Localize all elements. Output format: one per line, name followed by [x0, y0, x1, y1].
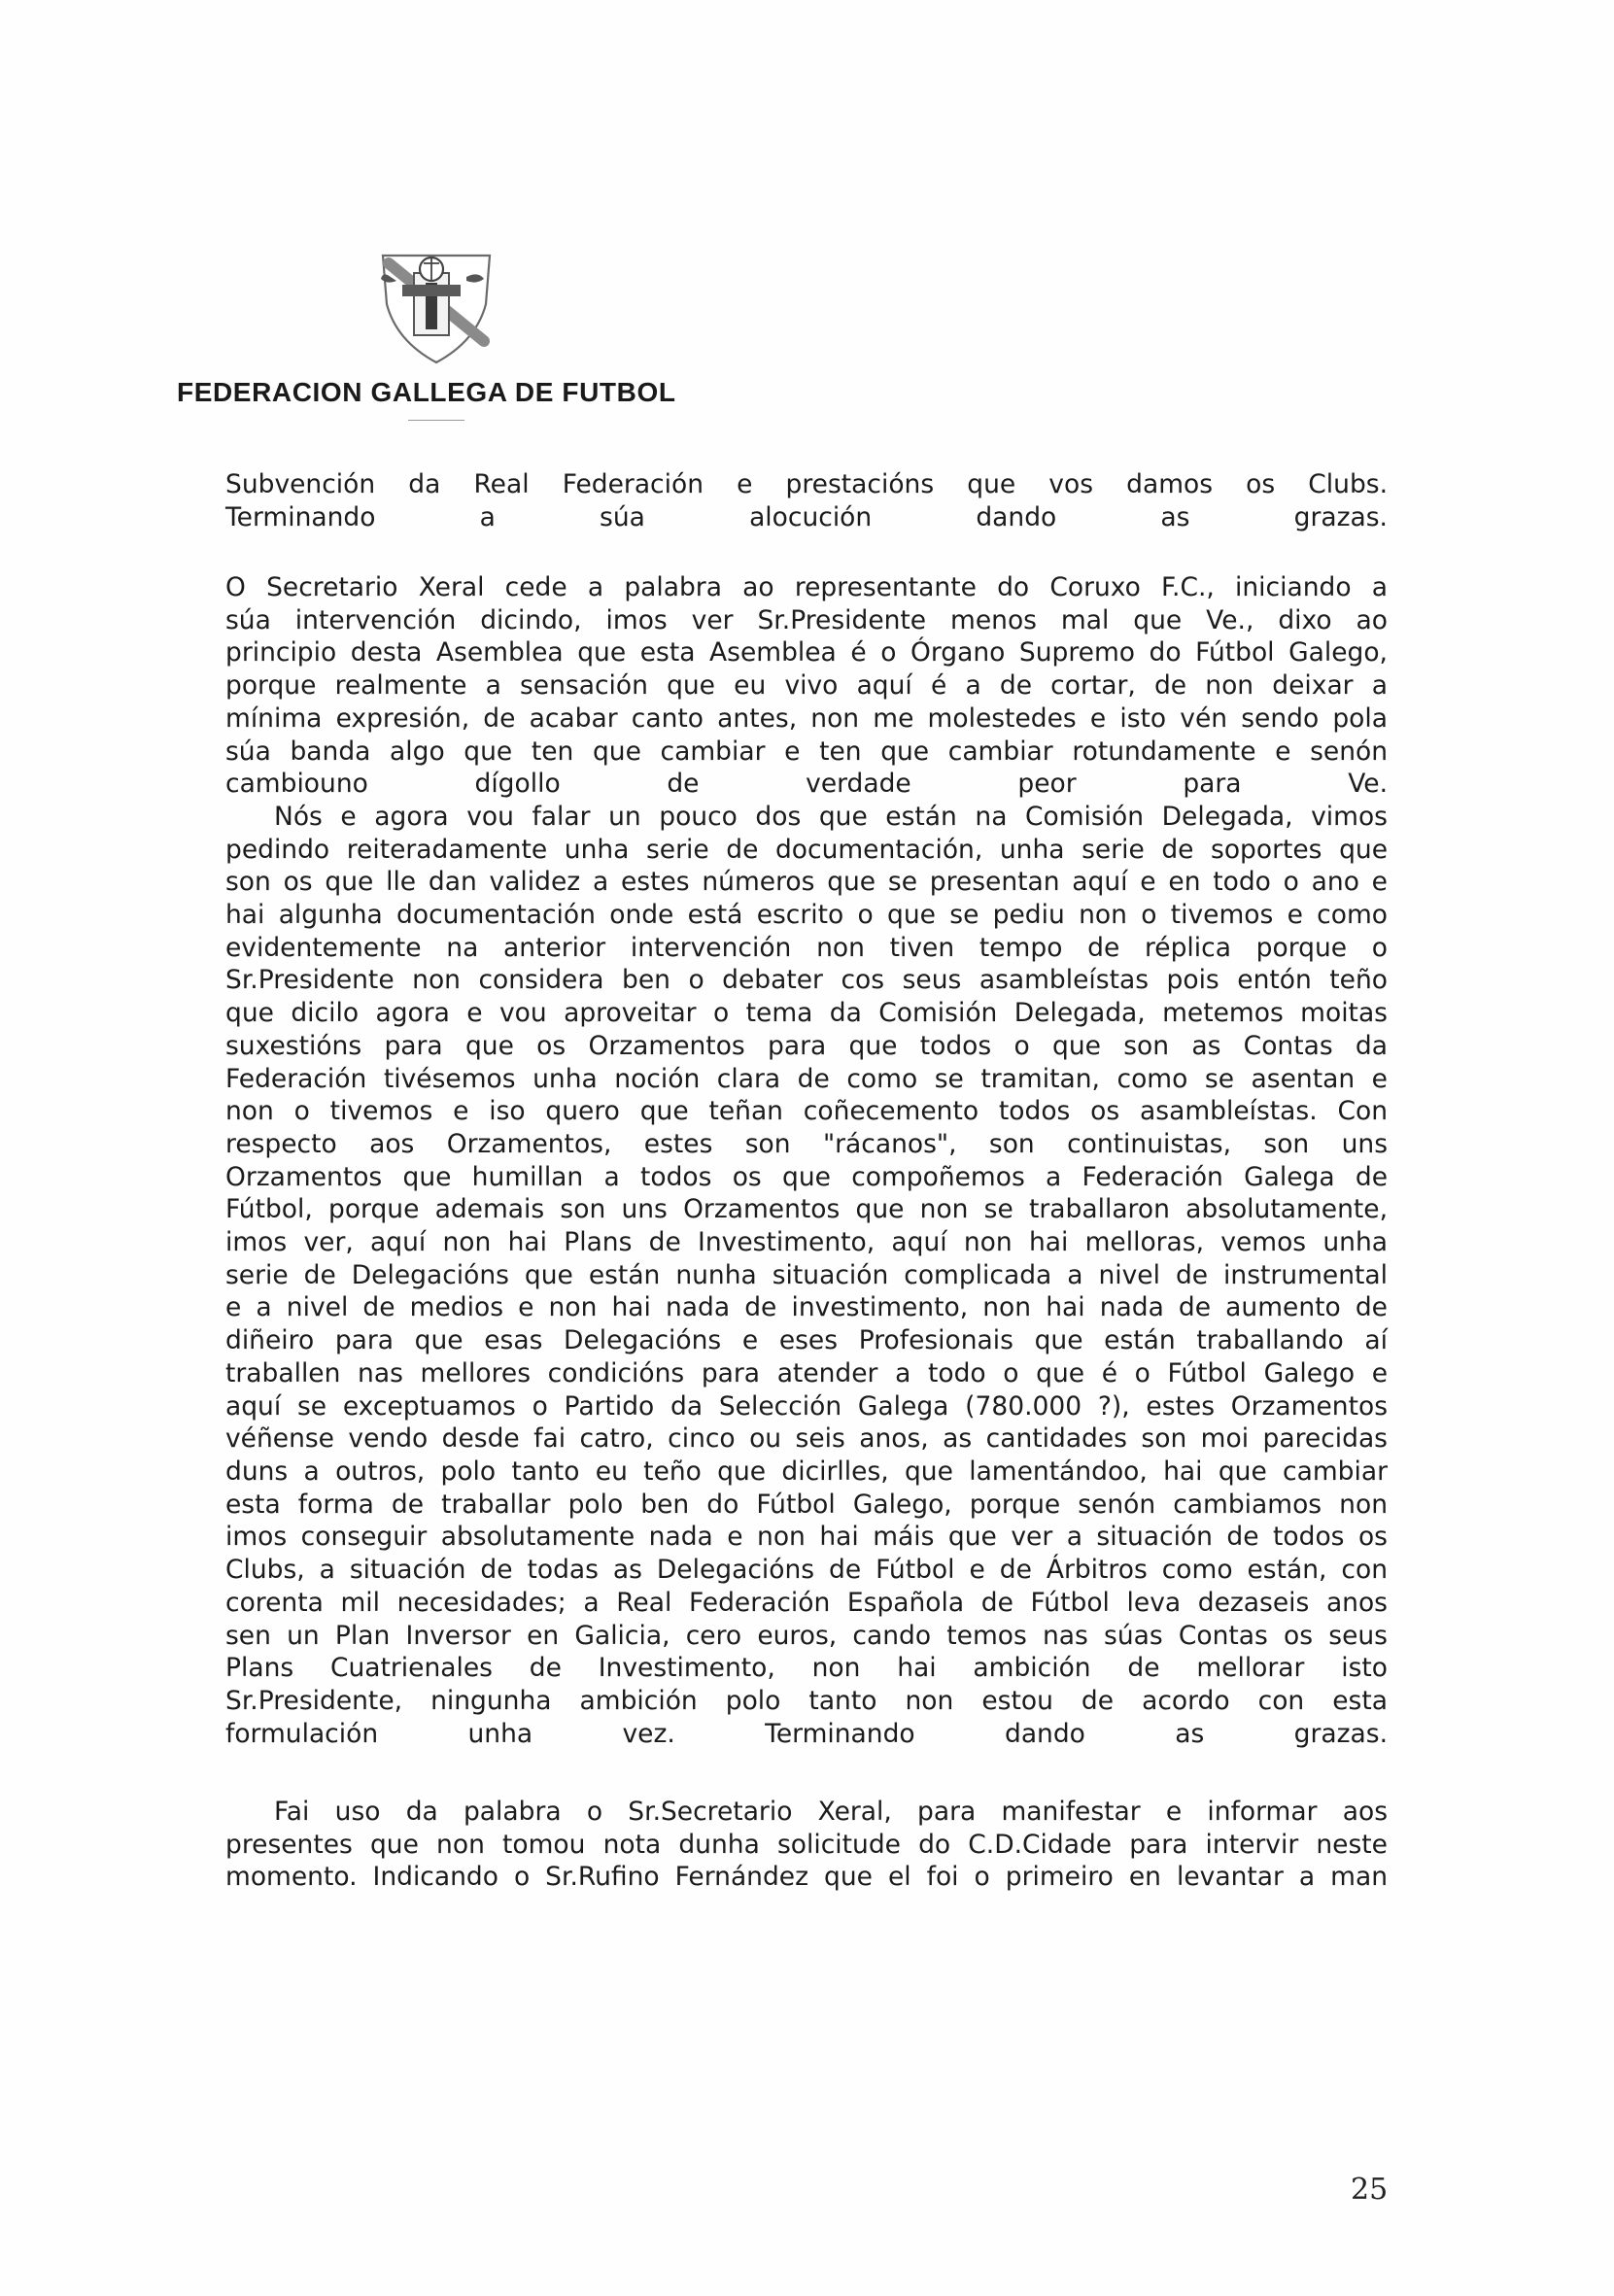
- text-line: Plans Cuatrienales de Investimento, non hai ambición de mellorar isto: [225, 1653, 1388, 1684]
- text-line: traballen nas mellores condicións para atender a todo o que é o Fútbol Galego e: [225, 1357, 1388, 1388]
- text-line: esta forma de traballar polo ben do Fútbol Galego, porque senón cambiamos non: [225, 1489, 1388, 1520]
- text-line: Orzamentos que humillan a todos os que compoñemos a Federación Galega de: [225, 1161, 1388, 1192]
- text-line: cambiouno dígollo de verdade peor para Ve.: [225, 769, 1388, 800]
- text-line: Fútbol, porque ademais son uns Orzamentos que non se traballaron absolutamente,: [225, 1194, 1388, 1225]
- text-line: Nós e agora vou falar un pouco dos que están na Comisión Delegada, vimos: [274, 801, 1388, 832]
- text-line: súa intervención dicindo, imos ver Sr.Presidente menos mal que Ve., dixo ao: [225, 604, 1388, 635]
- paragraph-2: [225, 571, 1388, 1750]
- page-number: 25: [1351, 2173, 1389, 2207]
- federation-shield-crest-icon: [375, 248, 498, 366]
- text-line: Federación tivésemos unha noción clara de como se tramitan, como se asentan e: [225, 1063, 1388, 1094]
- text-line: véñense vendo desde fai catro, cinco ou seis anos, as cantidades son moi parecidas: [225, 1423, 1388, 1455]
- text-line: Terminando a súa alocución dando as grazas.: [225, 501, 1388, 532]
- text-line: hai algunha documentación onde está escrito o que se pediu non o tivemos e como: [225, 900, 1388, 931]
- text-line: O Secretario Xeral cede a palabra ao representante do Coruxo F.C., iniciando a: [225, 572, 1388, 602]
- text-line: Sr.Presidente non considera ben o debater cos seus asambleístas pois entón teño: [225, 965, 1388, 996]
- header-underline: [408, 420, 464, 421]
- text-line: diñeiro para que esas Delegacións e eses Profesionais que están traballando aí: [225, 1325, 1388, 1356]
- text-line: e a nivel de medios e non hai nada de investimento, non hai nada de aumento de: [225, 1292, 1388, 1323]
- text-line: son os que lle dan validez a estes números que se presentan aquí e en todo o ano e: [225, 867, 1388, 898]
- text-line: non o tivemos e iso quero que teñan coñecemento todos os asambleístas. Con: [225, 1096, 1388, 1127]
- text-line: que dicilo agora e vou aproveitar o tema da Comisión Delegada, metemos moitas: [225, 998, 1388, 1029]
- text-line: pedindo reiteradamente unha serie de documentación, unha serie de soportes que: [225, 834, 1388, 865]
- text-line: Subvención da Real Federación e prestacións que vos damos os Clubs.: [225, 469, 1388, 499]
- text-line: imos ver, aquí non hai Plans de Investimento, aquí non hai melloras, vemos unha: [225, 1227, 1388, 1258]
- text-line: Sr.Presidente, ningunha ambición polo tanto non estou de acordo con esta: [225, 1685, 1388, 1716]
- text-line: mínima expresión, de acabar canto antes, non me molestedes e isto vén sendo pola: [225, 703, 1388, 734]
- organization-name: FEDERACION GALLEGA DE FUTBOL: [177, 377, 676, 407]
- text-line: Fai uso da palabra o Sr.Secretario Xeral, para manifestar e informar aos: [274, 1797, 1388, 1827]
- text-line: formulación unha vez. Terminando dando as grazas.: [225, 1718, 1388, 1749]
- text-line: presentes que non tomou nota dunha solicitude do C.D.Cidade para intervir neste: [225, 1829, 1388, 1860]
- text-line: principio desta Asemblea que esta Asemblea é o Órgano Supremo do Fútbol Galego,: [225, 637, 1388, 668]
- text-line: respecto aos Orzamentos, estes son "rácanos", son continuistas, son uns: [225, 1128, 1388, 1159]
- text-line: Clubs, a situación de todas as Delegacións de Fútbol e de Árbitros como están, con: [225, 1555, 1388, 1586]
- text-line: suxestións para que os Orzamentos para que todos o que son as Contas da: [225, 1030, 1388, 1061]
- text-line: sen un Plan Inversor en Galicia, cero euros, cando temos nas súas Contas os seus: [225, 1620, 1388, 1651]
- text-line: porque realmente a sensación que eu vivo aquí é a de cortar, de non deixar a: [225, 670, 1388, 702]
- text-line: aquí se exceptuamos o Partido da Selección Galega (780.000 ?), estes Orzamentos: [225, 1390, 1388, 1422]
- text-line: duns a outros, polo tanto eu teño que dicirlles, que lamentándoo, hai que cambiar: [225, 1456, 1388, 1487]
- text-line: momento. Indicando o Sr.Rufino Fernández que el foi o primeiro en levantar a man: [225, 1862, 1388, 1893]
- paragraph-1: [225, 468, 1388, 533]
- text-line: corenta mil necesidades; a Real Federación Española de Fútbol leva dezaseis anos: [225, 1587, 1388, 1618]
- text-line: súa banda algo que ten que cambiar e ten que cambiar rotundamente e senón: [225, 736, 1388, 767]
- text-line: evidentemente na anterior intervención non tiven tempo de réplica porque o: [225, 932, 1388, 963]
- paragraph-3: [225, 1796, 1388, 1894]
- text-line: imos conseguir absolutamente nada e non hai máis que ver a situación de todos os: [225, 1522, 1388, 1553]
- text-line: serie de Delegacións que están nunha situación complicada a nivel de instrumental: [225, 1259, 1388, 1290]
